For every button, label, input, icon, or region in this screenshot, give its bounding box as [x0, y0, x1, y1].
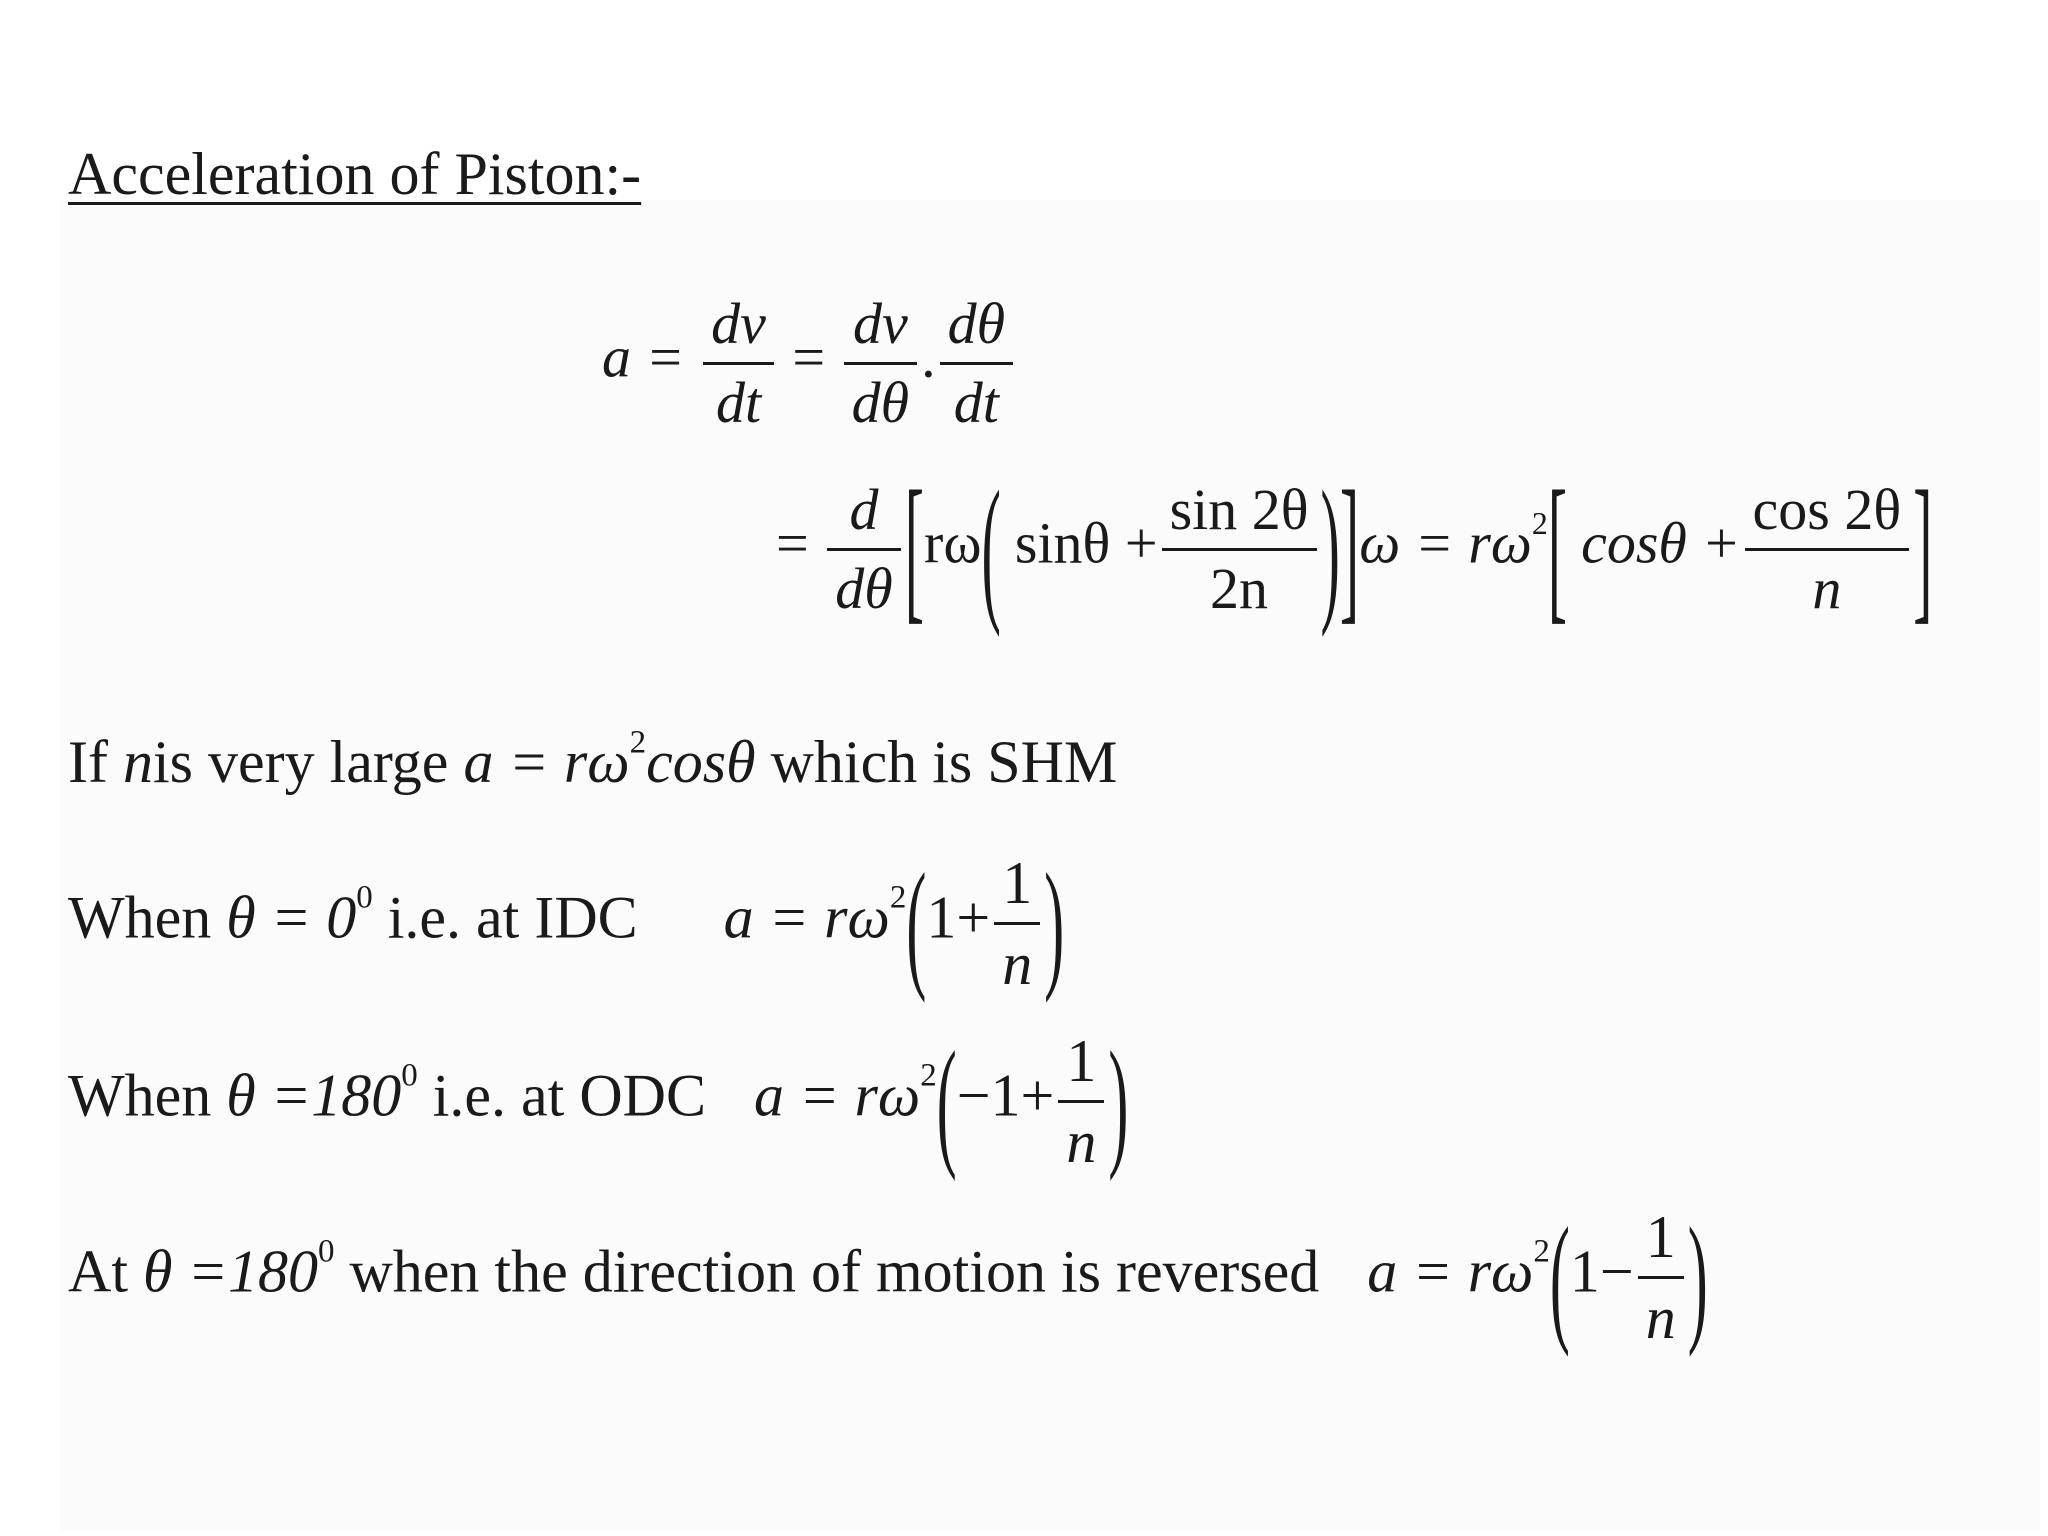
- line2-denominator: n: [1002, 931, 1033, 997]
- eq1-fraction-dv-dt: [703, 292, 774, 435]
- eq1-f2-denominator: dθ: [851, 369, 910, 435]
- line3-at-odc: i.e. at ODC: [432, 1062, 707, 1129]
- eq2-d-numerator: d: [827, 478, 901, 551]
- statement-idc: [68, 844, 1065, 1003]
- line2-theta: θ = 0: [226, 884, 357, 951]
- eq2-left-bracket: [: [904, 456, 925, 639]
- line4-right-paren: ): [1687, 1198, 1708, 1357]
- line3-denominator: n: [1066, 1109, 1097, 1175]
- line4-degree: 0: [317, 1233, 335, 1270]
- line1-squared: 2: [629, 724, 647, 761]
- eq2-right-bracket-2: ]: [1913, 456, 1933, 639]
- eq2-cos-denominator: n: [1812, 555, 1842, 621]
- eq2-sin-numerator: sin 2θ: [1162, 478, 1317, 551]
- eq1-fraction-dv-dtheta: [844, 292, 918, 435]
- eq2-omega-equals: ω = rω: [1359, 510, 1532, 576]
- line4-numerator: 1: [1638, 1204, 1684, 1279]
- line1-expression: a = rω: [463, 729, 630, 795]
- eq1-lhs: a =: [602, 324, 685, 390]
- line3-inner: −1+: [956, 1062, 1055, 1129]
- equation-acceleration-definition: [602, 292, 1017, 435]
- line1-if: If: [68, 729, 108, 795]
- eq2-equals: =: [776, 510, 809, 576]
- statement-odc: [68, 1022, 1129, 1181]
- eq2-left-paren: (: [981, 456, 1001, 639]
- line4-left-paren: (: [1549, 1198, 1570, 1357]
- eq2-right-bracket: ]: [1339, 456, 1360, 639]
- line3-numerator: 1: [1058, 1028, 1104, 1103]
- eq1-f3-denominator: dt: [953, 369, 999, 435]
- line4-inner: 1−: [1569, 1238, 1634, 1305]
- line2-degree: 0: [356, 879, 373, 916]
- eq1-f3-numerator: dθ: [940, 292, 1014, 365]
- eq2-sin-term: sinθ +: [1014, 510, 1158, 576]
- line4-squared: 2: [1533, 1233, 1550, 1270]
- statement-reversed: [68, 1198, 1708, 1357]
- line2-right-paren: ): [1044, 844, 1065, 1003]
- eq2-squared: 2: [1531, 505, 1548, 541]
- eq1-f1-denominator: dt: [715, 369, 762, 435]
- line2-left-paren: (: [906, 844, 927, 1003]
- eq1-fraction-dtheta-dt: [940, 292, 1014, 435]
- statement-large-n: [68, 724, 1118, 795]
- line2-fraction: [994, 850, 1040, 997]
- line1-cos-theta: cosθ: [646, 729, 756, 795]
- equation-acceleration-expansion: [776, 456, 1933, 639]
- eq2-fraction-d-dtheta: [827, 478, 901, 621]
- eq2-r-omega: rω: [924, 510, 982, 576]
- eq1-f2-numerator: dv: [844, 292, 918, 365]
- eq2-sin-denominator: 2n: [1210, 555, 1269, 621]
- line3-right-paren: ): [1108, 1022, 1129, 1181]
- line2-squared: 2: [889, 879, 907, 916]
- line4-fraction: [1638, 1204, 1684, 1351]
- line3-squared: 2: [920, 1057, 937, 1094]
- eq2-right-paren: ): [1320, 456, 1340, 639]
- line3-left-paren: (: [936, 1022, 957, 1181]
- line1-n: n: [122, 729, 153, 795]
- line3-expression: a = rω: [754, 1062, 921, 1129]
- line3-fraction: [1058, 1028, 1104, 1175]
- line3-when: When: [68, 1062, 212, 1129]
- eq1-dot: .: [921, 324, 936, 390]
- line2-inner: 1+: [926, 884, 991, 951]
- line1-very-large: is very large: [152, 729, 449, 795]
- eq2-cos-numerator: cos 2θ: [1745, 478, 1910, 551]
- eq2-fraction-cos2theta: [1745, 478, 1910, 621]
- eq2-fraction-sin2theta: [1162, 478, 1317, 621]
- line4-denominator: n: [1645, 1285, 1676, 1351]
- eq2-left-bracket-2: [: [1547, 456, 1568, 639]
- eq2-cos-term: cosθ +: [1581, 510, 1741, 576]
- page-title: Acceleration of Piston:-: [68, 141, 642, 207]
- line4-expression: a = rω: [1367, 1238, 1534, 1305]
- line4-at: At: [68, 1238, 128, 1305]
- eq2-d-denominator: dθ: [835, 555, 893, 621]
- line1-shm: which is SHM: [770, 729, 1118, 795]
- line3-degree: 0: [401, 1057, 418, 1094]
- line2-when: When: [68, 884, 212, 951]
- line4-theta: θ =180: [143, 1238, 318, 1305]
- line2-expression: a = rω: [723, 884, 890, 951]
- eq1-f1-numerator: dv: [703, 292, 774, 365]
- line4-reversed-text: when the direction of motion is reversed: [349, 1238, 1320, 1305]
- line2-at-idc: i.e. at IDC: [387, 884, 638, 951]
- line2-numerator: 1: [994, 850, 1040, 925]
- eq1-equals: =: [792, 324, 826, 390]
- line3-theta: θ =180: [226, 1062, 402, 1129]
